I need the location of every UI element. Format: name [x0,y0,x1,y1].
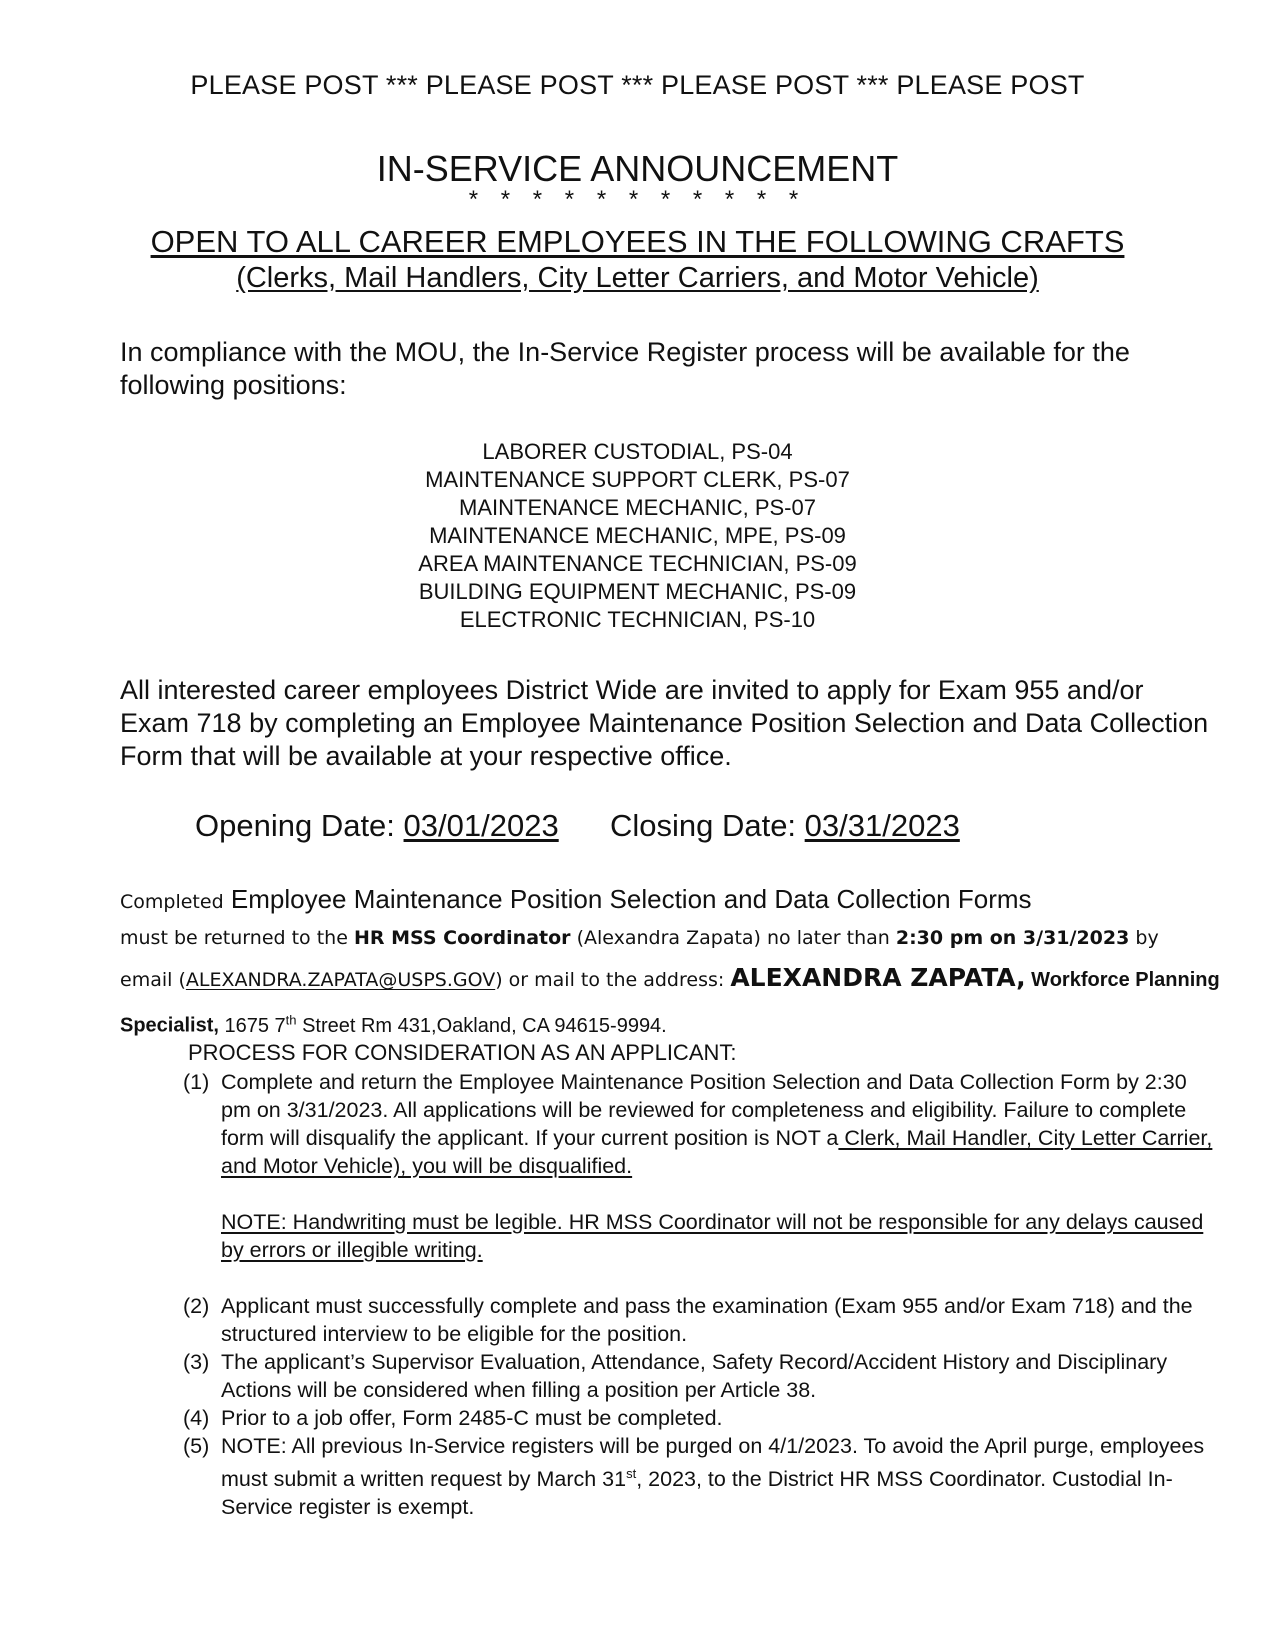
closing-date-value: 03/31/2023 [804,808,960,843]
step-sup: st [626,1466,637,1481]
step-text-underlined: Clerk, Mail Handler, City Letter Carrier, and Motor Vehicle), you will be disqualified. [221,1126,1213,1178]
step-number: (3) [183,1350,210,1374]
process-step-4 [183,1404,1213,1432]
coordinator-title: HR MSS Coordinator [353,927,571,949]
position-item: LABORER CUSTODIAL, PS-04 [482,439,793,464]
position-item: AREA MAINTENANCE TECHNICIAN, PS-09 [418,551,857,576]
handwriting-note: NOTE: Handwriting must be legible. HR MSS Coordinator will not be responsible for any delays caused by errors or illegible writing. [221,1210,1204,1262]
deadline: 2:30 pm on 3/31/2023 [895,927,1130,949]
completed-lead: Completed [120,891,224,913]
position-item: MAINTENANCE MECHANIC, PS-07 [459,495,816,520]
return-text: by [1129,927,1159,949]
process-steps [183,1068,1213,1521]
step-number: (2) [183,1294,210,1318]
open-to-heading [0,224,1275,260]
note-row [183,1208,1213,1264]
address-sup: th [285,1012,297,1027]
process-step-5 [183,1432,1213,1521]
process-step-2 [183,1292,1213,1348]
step-text: Applicant must successfully complete and pass the examination (Exam 955 and/or Exam 718) and the structured interview to be eligible for the position. [221,1294,1193,1346]
invite-paragraph: All interested career employees District Wide are invited to apply for Exam 955 and/or Exam 718 by completing an Employee Maintenance Position Selection and Data Collection Form that will be available at your respective office. [120,675,1209,771]
step-text-part: Complete and return the Employee Maintenance Position Selection and Data Collection Form by 2:30 pm on 3/31/2023. All applications will be reviewed for completeness and eligibility. Failure to complete form will disqualify the applicant. If your current position is NOT a [221,1070,1187,1150]
return-text: email ( [120,969,186,991]
mailing-address [218,1012,667,1037]
return-text: ) or mail to the address: [495,969,731,991]
return-text: must be returned to the [120,927,354,949]
positions-list [0,438,1275,634]
dates-line [195,808,960,844]
step-text [221,1068,1213,1180]
step-text: The applicant’s Supervisor Evaluation, Attendance, Safety Record/Accident History and Disciplinary Actions will be considered when filling a position per Article 38. [221,1350,1168,1402]
step-number: (1) [183,1070,210,1094]
contact-role: Workforce Planning Specialist, [120,969,1220,1037]
email-link[interactable]: ALEXANDRA.ZAPATA@USPS.GOV [185,969,496,991]
position-item: MAINTENANCE SUPPORT CLERK, PS-07 [425,467,850,492]
intro-paragraph: In compliance with the MOU, the In-Service Register process will be available for the following positions: [120,337,1130,400]
completed-forms-heading [120,884,1032,915]
step-number: (5) [183,1434,210,1458]
step-number: (4) [183,1406,210,1430]
return-instructions [120,918,1220,1046]
opening-date-value: 03/01/2023 [403,808,559,843]
address-part: 1675 7 [218,1014,286,1037]
position-item: ELECTRONIC TECHNICIAN, PS-10 [459,607,816,632]
forms-name: Employee Maintenance Position Selection and Data Collection Forms [230,884,1032,914]
open-to-line1: OPEN TO ALL CAREER EMPLOYEES IN THE FOLLOWING CRAFTS [150,224,1125,259]
step-text-part: NOTE: All previous In-Service registers will be purged on 4/1/2023. To avoid the April purge, employees must submit a written request by March 31 [221,1434,1205,1492]
closing-date-label: Closing Date: [609,808,797,843]
process-step-3 [183,1348,1213,1404]
position-item: MAINTENANCE MECHANIC, MPE, PS-09 [429,523,846,548]
step-text: Prior to a job offer, Form 2485-C must be completed. [221,1406,723,1430]
step-text [221,1432,1213,1521]
contact-name: ALEXANDRA ZAPATA, [730,963,1026,992]
post-banner: PLEASE POST *** PLEASE POST *** PLEASE POST *** PLEASE POST [190,70,1085,100]
open-to-line2: (Clerks, Mail Handlers, City Letter Carriers, and Motor Vehicle) [236,262,1039,294]
step-text-part: , 2023, to the District HR MSS Coordinator. Custodial In-Service register is exempt. [221,1467,1173,1520]
position-item: BUILDING EQUIPMENT MECHANIC, PS-09 [418,579,857,604]
crafts-heading [0,262,1275,295]
announcement-title: IN-SERVICE ANNOUNCEMENT [376,148,899,189]
return-text: (Alexandra Zapata) no later than [570,927,896,949]
title-stars: * * * * * * * * * * * [468,186,807,213]
address-part: Street Rm 431,Oakland, CA 94615-9994. [296,1014,667,1037]
process-step-1 [183,1068,1213,1180]
process-heading: PROCESS FOR CONSIDERATION AS AN APPLICANT: [188,1040,737,1065]
opening-date-label: Opening Date: [195,808,395,843]
